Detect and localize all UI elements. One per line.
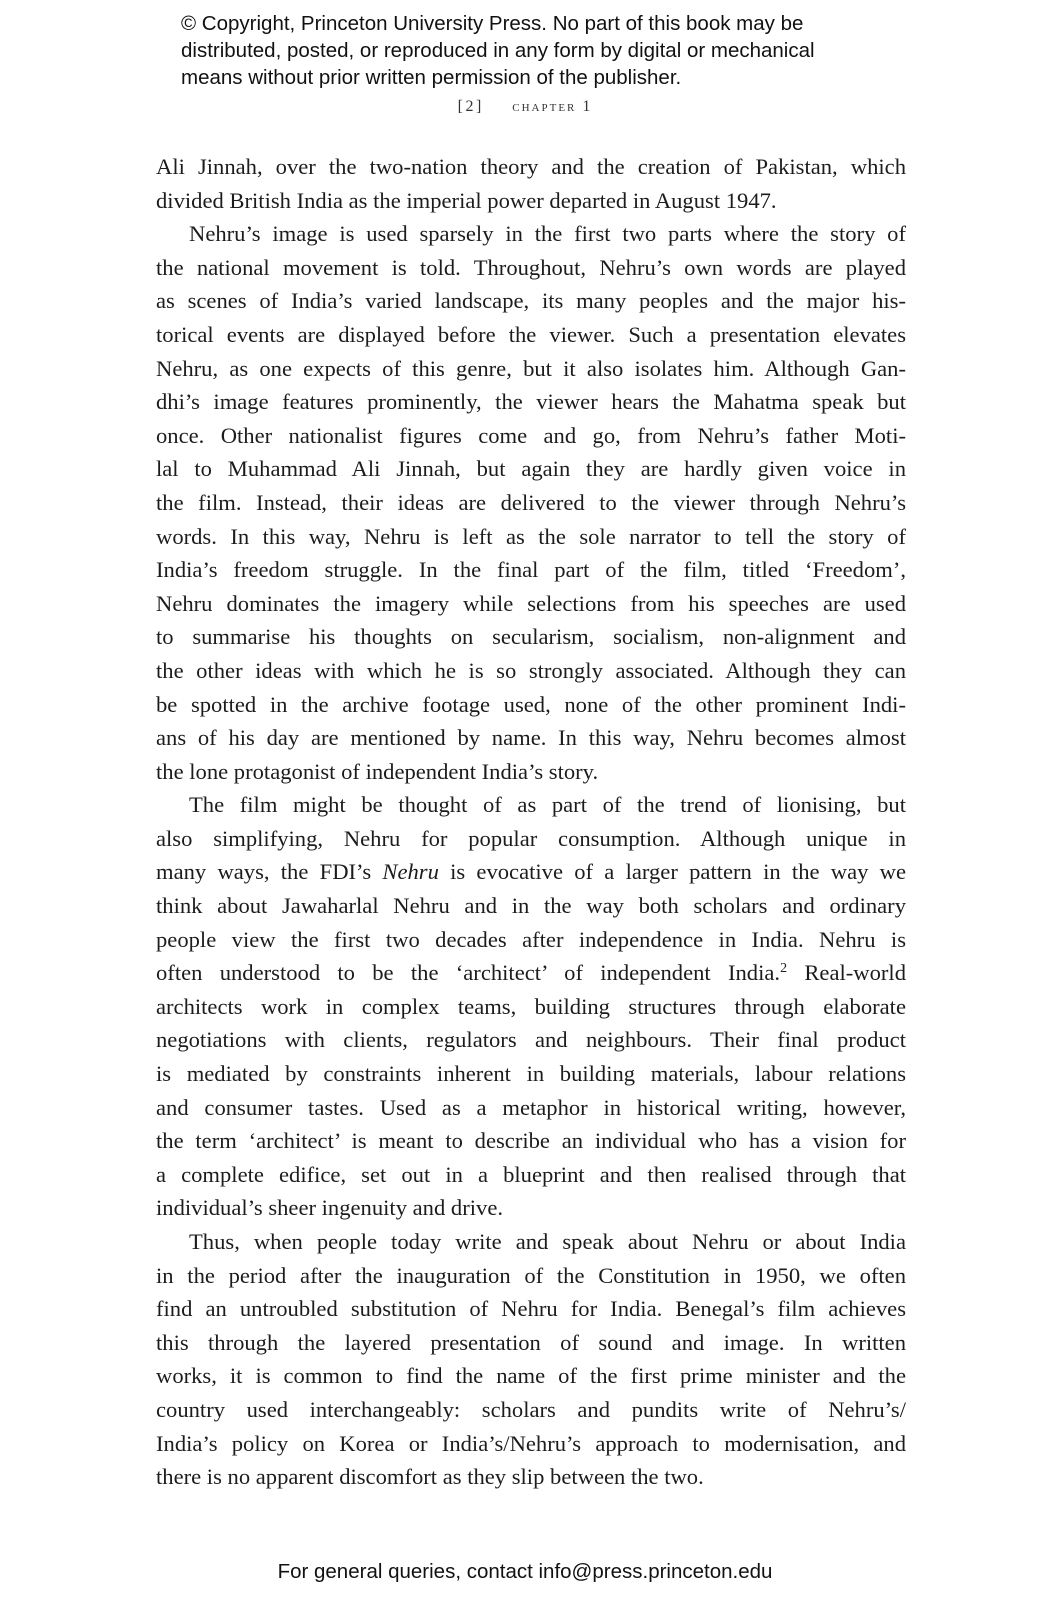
paragraph-3 (156, 788, 906, 1225)
text-line: Nehru, as one expects of this genre, but it also isolates him. Although Gan- (156, 355, 906, 381)
chapter-label: chapter 1 (512, 98, 593, 115)
text-line: the term ‘architect’ is meant to describe an individual who has a vision for (156, 1128, 906, 1154)
text-line (156, 956, 906, 990)
text-line: the lone protagonist of independent India’s story. (156, 758, 599, 784)
copyright-line: distributed, posted, or reproduced in any form by digital or mechanical (181, 39, 815, 62)
text-line: also simplifying, Nehru for popular consumption. Although unique in (156, 825, 906, 851)
copyright-line: © Copyright, Princeton University Press. No part of this book may be (181, 12, 804, 35)
text-line: the other ideas with which he is so strongly associated. Although they can (156, 657, 906, 683)
text-line: the film. Instead, their ideas are delivered to the viewer through Nehru’s (156, 489, 906, 515)
text-line: and consumer tastes. Used as a metaphor in historical writing, however, (156, 1094, 906, 1120)
text-line: divided British India as the imperial power departed in August 1947. (156, 187, 777, 213)
copyright-notice (181, 10, 921, 91)
text-line: this through the layered presentation of sound and image. In written (156, 1329, 906, 1355)
body-text (156, 150, 906, 1494)
footnote-ref[interactable]: 2 (780, 961, 788, 977)
text-segment: many ways, the FDI’s (156, 859, 383, 885)
text-line: be spotted in the archive footage used, none of the other prominent Indi- (156, 691, 906, 717)
text-line: Nehru’s image is used sparsely in the first two parts where the story of (189, 221, 906, 247)
text-line: lal to Muhammad Ali Jinnah, but again they are hardly given voice in (156, 456, 906, 482)
text-line: to summarise his thoughts on secularism, socialism, non-alignment and (156, 624, 906, 650)
text-line: country used interchangeably: scholars and pundits write of Nehru’s/ (156, 1396, 906, 1422)
text-line: Ali Jinnah, over the two-nation theory and the creation of Pakistan, which (156, 154, 906, 179)
text-line: a complete edifice, set out in a blueprint and then realised through that (156, 1161, 906, 1187)
text-line: The film might be thought of as part of the trend of lionising, but (189, 792, 906, 818)
text-line (156, 855, 906, 889)
text-line: is mediated by constraints inherent in building materials, labour relations (156, 1061, 906, 1087)
page-number: [2] (457, 98, 484, 115)
text-line: dhi’s image features prominently, the viewer hears the Mahatma speak but (156, 389, 906, 415)
text-line: find an untroubled substitution of Nehru for India. Benegal’s film achieves (156, 1296, 906, 1322)
text-line: individual’s sheer ingenuity and drive. (156, 1195, 503, 1221)
text-line: Thus, when people today write and speak about Nehru or about India (189, 1229, 906, 1254)
paragraph-1 (156, 150, 906, 217)
text-line: as scenes of India’s varied landscape, its many peoples and the major his- (156, 288, 906, 314)
text-line: there is no apparent discomfort as they slip between the two. (156, 1464, 704, 1490)
paragraph-4 (156, 1225, 906, 1494)
text-line: India’s policy on Korea or India’s/Nehru’s approach to modernisation, and (156, 1430, 906, 1456)
text-line: negotiations with clients, regulators and neighbours. Their final product (156, 1027, 906, 1053)
text-line: words. In this way, Nehru is left as the sole narrator to tell the story of (156, 523, 906, 549)
copyright-line: means without prior written permission of the publisher. (181, 66, 682, 89)
film-title-italic: Nehru (382, 859, 439, 885)
running-head (0, 98, 1050, 116)
text-segment: Real-world (787, 960, 906, 986)
footer-contact: For general queries, contact info@press.princeton.edu (277, 1560, 773, 1583)
text-line: torical events are displayed before the viewer. Such a presentation elevates (156, 321, 906, 347)
text-line: people view the first two decades after independence in India. Nehru is (156, 926, 906, 952)
text-line: architects work in complex teams, building structures through elaborate (156, 993, 906, 1019)
text-line: ans of his day are mentioned by name. In this way, Nehru becomes almost (156, 725, 906, 751)
paragraph-2 (156, 217, 906, 788)
text-segment: often understood to be the ‘architect’ of independent India. (156, 960, 781, 986)
text-segment: is evocative of a larger pattern in the way we (438, 859, 907, 885)
text-line: the national movement is told. Throughout, Nehru’s own words are played (156, 254, 906, 280)
text-line: once. Other nationalist figures come and go, from Nehru’s father Moti- (156, 422, 906, 448)
text-line: works, it is common to find the name of the first prime minister and the (156, 1363, 906, 1389)
text-line: in the period after the inauguration of the Constitution in 1950, we often (156, 1262, 906, 1288)
text-line: Nehru dominates the imagery while selections from his speeches are used (156, 590, 906, 616)
text-line: India’s freedom struggle. In the final part of the film, titled ‘Freedom’, (156, 557, 906, 583)
text-line: think about Jawaharlal Nehru and in the way both scholars and ordinary (156, 893, 906, 919)
